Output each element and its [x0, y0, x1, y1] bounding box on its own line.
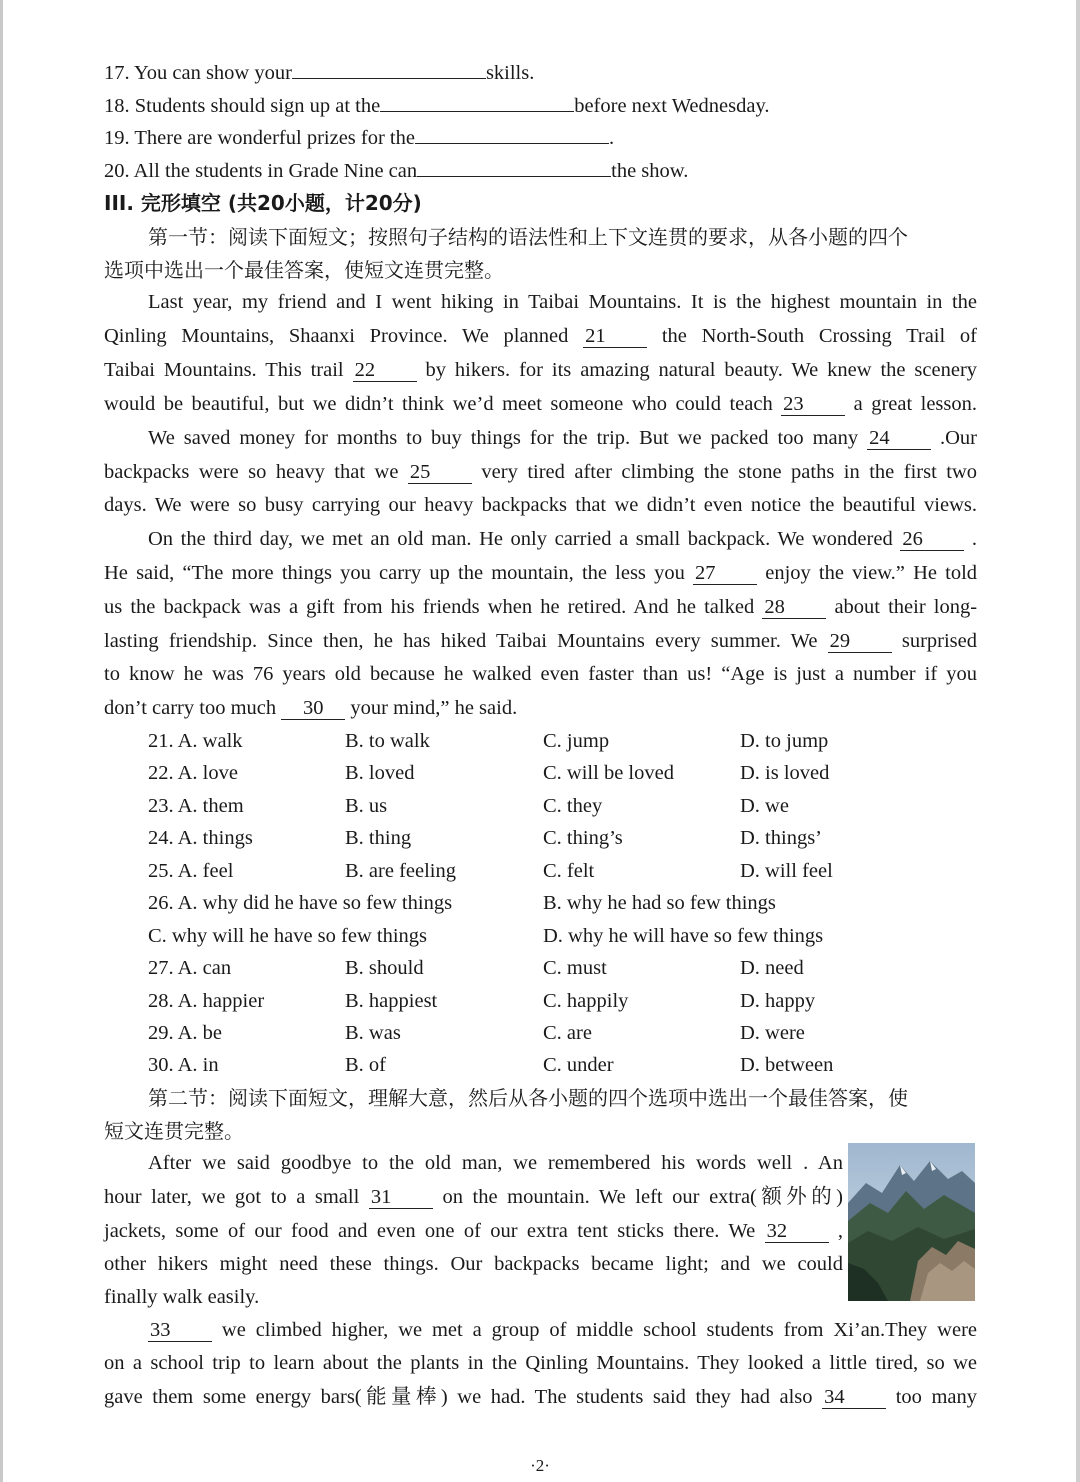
- option[interactable]: C. why will he have so few things: [148, 925, 427, 947]
- blank-21[interactable]: 21: [583, 325, 647, 348]
- blank-33[interactable]: 33: [148, 1319, 212, 1342]
- option[interactable]: C. jump: [543, 730, 610, 752]
- option[interactable]: C. are: [543, 1022, 592, 1044]
- page-left-edge: [0, 0, 3, 1482]
- option[interactable]: B. happiest: [345, 990, 438, 1012]
- option[interactable]: D. why he will have so few things: [543, 925, 824, 947]
- passage-line: jackets, some of our food and even one of our extra tent sticks there. We 32 ,: [104, 1220, 844, 1242]
- blank-30[interactable]: 30: [281, 697, 345, 720]
- option[interactable]: B. loved: [345, 762, 415, 784]
- passage-line: finally walk easily.: [104, 1286, 260, 1308]
- passage-line: hour later, we got to a small 31 on the mountain. We left our extra(额外的): [104, 1186, 843, 1208]
- part1-instruction-2: 选项中选出一个最佳答案，使短文连贯完整。: [104, 258, 504, 282]
- mountain-photo: [848, 1143, 975, 1301]
- option[interactable]: 26. A. why did he have so few things: [148, 892, 453, 914]
- option[interactable]: B. thing: [345, 827, 412, 849]
- answer-blank[interactable]: [380, 89, 574, 112]
- option[interactable]: B. are feeling: [345, 860, 456, 882]
- blank-23[interactable]: 23: [781, 393, 845, 416]
- answer-blank[interactable]: [292, 56, 486, 79]
- passage-line: us the backpack was a gift from his friends when he retired. And he talked 28 about their long-: [104, 596, 978, 618]
- question-17: 17. You can show your skills.: [104, 56, 977, 90]
- passage-line: On the third day, we met an old man. He only carried a small backpack. We wondered 26 .: [148, 528, 978, 550]
- passage-line: backpacks were so heavy that we 25 very tired after climbing the stone paths in the first two: [104, 461, 977, 483]
- part1-instruction-1: 第一节：阅读下面短文；按照句子结构的语法性和上下文连贯的要求，从各小题的四个: [148, 225, 908, 249]
- option[interactable]: 22. A. love: [148, 762, 238, 784]
- page-number: ·2·: [530, 1456, 550, 1475]
- option[interactable]: 25. A. feel: [148, 860, 234, 882]
- option[interactable]: 27. A. can: [148, 957, 232, 979]
- option[interactable]: D. between: [740, 1054, 834, 1076]
- blank-28[interactable]: 28: [762, 596, 826, 619]
- option[interactable]: D. will feel: [740, 860, 833, 882]
- option[interactable]: C. thing’s: [543, 827, 623, 849]
- option[interactable]: D. to jump: [740, 730, 829, 752]
- option[interactable]: D. things’: [740, 827, 822, 849]
- option[interactable]: C. they: [543, 795, 603, 817]
- option[interactable]: D. happy: [740, 990, 816, 1012]
- option[interactable]: C. felt: [543, 860, 595, 882]
- question-19: 19. There are wonderful prizes for the .: [104, 121, 977, 155]
- option[interactable]: 28. A. happier: [148, 990, 265, 1012]
- passage-line: days. We were so busy carrying our heavy backpacks that we didn’t even notice the beautiful views.: [104, 494, 977, 516]
- section-heading: III. 完形填空 (共20小题，计20分): [104, 191, 422, 215]
- blank-25[interactable]: 25: [408, 461, 472, 484]
- option[interactable]: D. need: [740, 957, 804, 979]
- passage-line: don’t carry too much 30 your mind,” he said.: [104, 697, 518, 719]
- passage-line: After we said goodbye to the old man, we remembered his words well . An: [148, 1152, 843, 1174]
- passage-line: would be beautiful, but we didn’t think we’d meet someone who could teach 23 a great lesson.: [104, 393, 978, 415]
- question-18: 18. Students should sign up at the before next Wednesday.: [104, 89, 977, 123]
- answer-blank[interactable]: [417, 154, 611, 177]
- option[interactable]: 21. A. walk: [148, 730, 243, 752]
- option[interactable]: C. will be loved: [543, 762, 674, 784]
- passage-line: 33 we climbed higher, we met a group of middle school students from Xi’an.They were: [150, 1319, 978, 1341]
- passage-line: Taibai Mountains. This trail 22 by hikers. for its amazing natural beauty. We knew the scenery: [104, 359, 978, 381]
- blank-27[interactable]: 27: [693, 562, 757, 585]
- option[interactable]: C. happily: [543, 990, 629, 1012]
- passage-line: Qinling Mountains, Shaanxi Province. We planned 21 the North-South Crossing Trail of: [104, 325, 977, 347]
- passage-line: gave them some energy bars(能量棒) we had. The students said they had also 34 too many: [104, 1386, 978, 1408]
- option[interactable]: 29. A. be: [148, 1022, 223, 1044]
- answer-blank[interactable]: [415, 121, 609, 144]
- part2-instruction-2: 短文连贯完整。: [104, 1119, 244, 1143]
- page-right-edge: [1076, 0, 1080, 1482]
- option[interactable]: B. why he had so few things: [543, 892, 776, 914]
- option[interactable]: B. to walk: [345, 730, 430, 752]
- passage-line: on a school trip to learn about the plants in the Qinling Mountains. They looked a little tired, so we: [104, 1352, 977, 1374]
- blank-26[interactable]: 26: [900, 528, 964, 551]
- passage-line: other hikers might need these things. Our backpacks became light; and we could: [104, 1253, 843, 1275]
- option[interactable]: 23. A. them: [148, 795, 244, 817]
- option[interactable]: B. should: [345, 957, 424, 979]
- option[interactable]: 30. A. in: [148, 1054, 219, 1076]
- passage-line: He said, “The more things you carry up the mountain, the less you 27 enjoy the view.” He told: [104, 562, 978, 584]
- option[interactable]: B. was: [345, 1022, 401, 1044]
- option[interactable]: C. must: [543, 957, 607, 979]
- part2-instruction-1: 第二节：阅读下面短文，理解大意，然后从各小题的四个选项中选出一个最佳答案，使: [148, 1086, 908, 1110]
- option[interactable]: D. is loved: [740, 762, 830, 784]
- blank-29[interactable]: 29: [828, 630, 892, 653]
- blank-32[interactable]: 32: [765, 1220, 829, 1243]
- option[interactable]: D. we: [740, 795, 789, 817]
- passage-line: to know he was 76 years old because he walked even faster than us! “Age is just a number if you: [104, 663, 977, 685]
- option[interactable]: C. under: [543, 1054, 614, 1076]
- passage-line: Last year, my friend and I went hiking in Taibai Mountains. It is the highest mountain in the: [148, 291, 977, 313]
- question-20: 20. All the students in Grade Nine can the show.: [104, 154, 977, 188]
- passage-line: lasting friendship. Since then, he has hiked Taibai Mountains every summer. We 29 surprised: [104, 630, 978, 652]
- blank-31[interactable]: 31: [369, 1186, 433, 1209]
- option[interactable]: D. were: [740, 1022, 805, 1044]
- option[interactable]: 24. A. things: [148, 827, 253, 849]
- passage-line: We saved money for months to buy things for the trip. But we packed too many 24 .Our: [148, 427, 978, 449]
- option[interactable]: B. of: [345, 1054, 386, 1076]
- blank-34[interactable]: 34: [822, 1386, 886, 1409]
- blank-24[interactable]: 24: [867, 427, 931, 450]
- blank-22[interactable]: 22: [353, 359, 417, 382]
- option[interactable]: B. us: [345, 795, 388, 817]
